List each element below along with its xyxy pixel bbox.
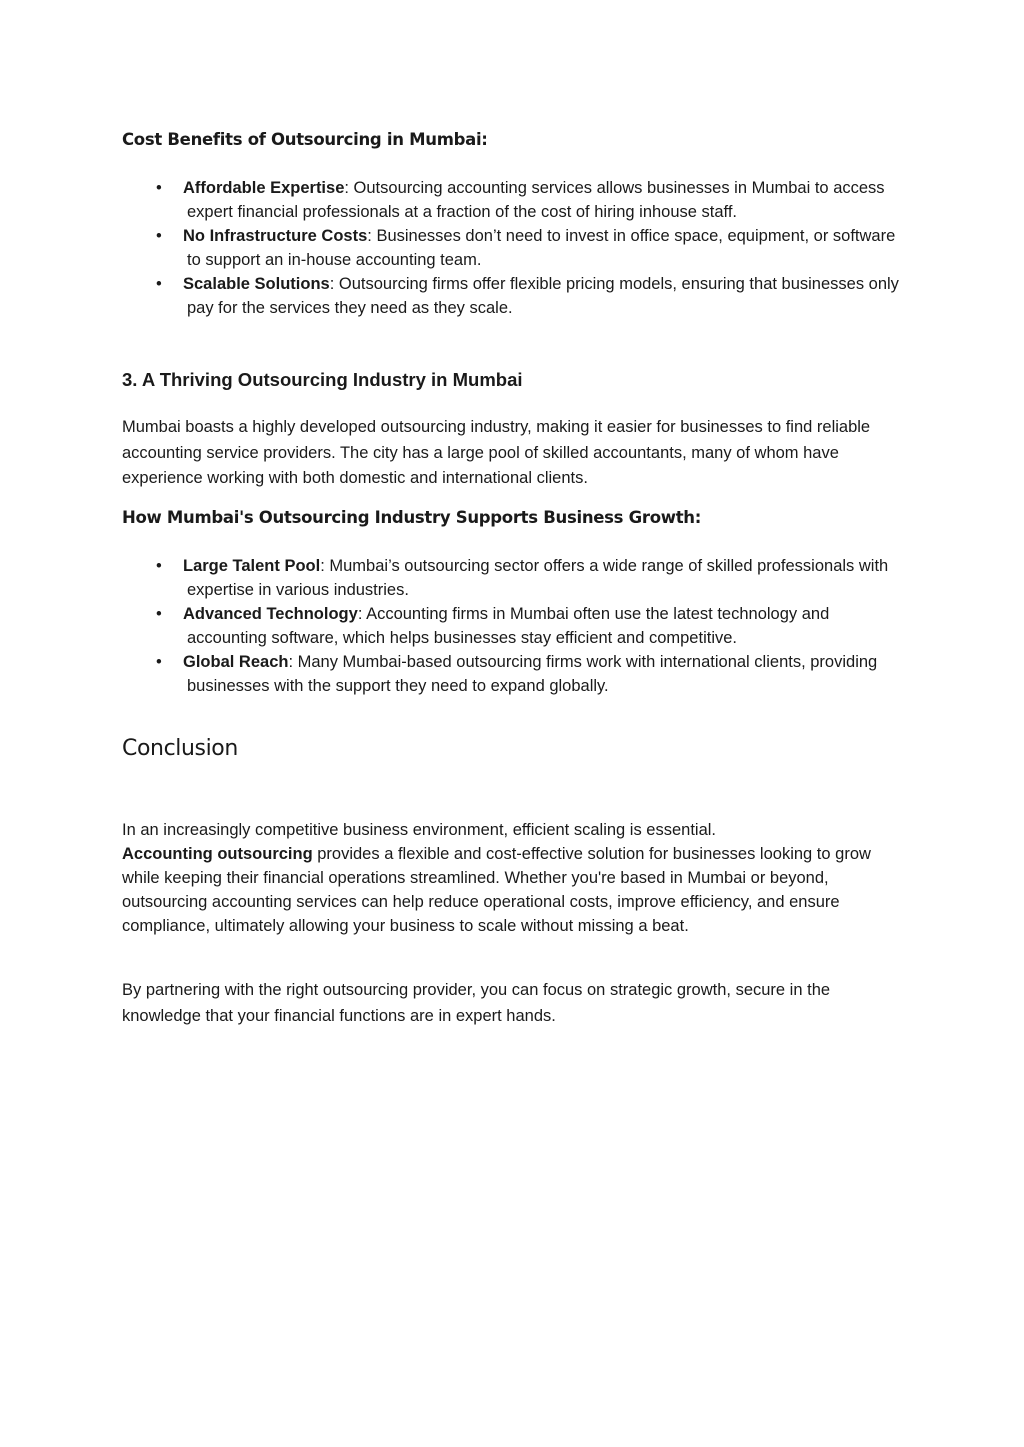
conclusion-rest: provides a flexible and cost-effective solution for businesses looking to grow while keeping their financial operations streamlined. Whether you're based in Mumbai or beyond, outsourcing accounting services can help reduce operational costs, improve efficiency, and ensure compliance, ultimately allowing your business to scale without missing a beat. bbox=[122, 845, 871, 935]
growth-heading: How Mumbai's Outsourcing Industry Supports Business Growth: bbox=[122, 508, 702, 527]
list-item bbox=[122, 554, 912, 602]
bullet-icon: • bbox=[156, 179, 162, 197]
industry-paragraph: Mumbai boasts a highly developed outsourcing industry, making it easier for businesses to find reliable accounting service providers. The city has a large pool of skilled accountants, many of whom have experience working with both domestic and international clients. bbox=[122, 418, 871, 487]
bullet-icon: • bbox=[156, 275, 162, 293]
list-item-text: : Accounting firms in Mumbai often use the latest technology and accounting software, which helps businesses stay efficient and competitive. bbox=[187, 605, 830, 647]
bullet-icon: • bbox=[156, 227, 162, 245]
list-item bbox=[122, 176, 912, 224]
list-item-text: : Outsourcing firms offer flexible pricing models, ensuring that businesses only pay for the services they need as they scale. bbox=[187, 275, 899, 317]
list-item-text: : Many Mumbai-based outsourcing firms work with international clients, providing businesses with the support they need to expand globally. bbox=[187, 653, 878, 695]
conclusion-paragraph-1 bbox=[122, 818, 912, 938]
list-item-text: : Mumbai’s outsourcing sector offers a wide range of skilled professionals with expertise in various industries. bbox=[187, 557, 889, 599]
list-item-term: Large Talent Pool bbox=[183, 557, 321, 575]
bullet-icon: • bbox=[156, 605, 162, 623]
conclusion-term: Accounting outsourcing bbox=[122, 845, 313, 863]
cost-benefits-heading: Cost Benefits of Outsourcing in Mumbai: bbox=[122, 130, 488, 149]
list-item bbox=[122, 602, 912, 650]
bullet-icon: • bbox=[156, 653, 162, 671]
list-item bbox=[122, 650, 912, 698]
cost-benefits-list bbox=[122, 176, 912, 320]
list-item-term: Advanced Technology bbox=[183, 605, 358, 623]
growth-list bbox=[122, 554, 912, 698]
list-item-text: : Businesses don’t need to invest in office space, equipment, or software to support an in-house accounting team. bbox=[187, 227, 896, 269]
list-item bbox=[122, 272, 912, 320]
conclusion-heading: Conclusion bbox=[122, 736, 238, 761]
conclusion-lead: In an increasingly competitive business environment, efficient scaling is essential. bbox=[122, 821, 716, 839]
list-item-term: Affordable Expertise bbox=[183, 179, 345, 197]
list-item-text: : Outsourcing accounting services allows businesses in Mumbai to access expert financial professionals at a fraction of the cost of hiring inhouse staff. bbox=[187, 179, 885, 221]
list-item-term: Global Reach bbox=[183, 653, 289, 671]
list-item-term: No Infrastructure Costs bbox=[183, 227, 368, 245]
conclusion-paragraph-2: By partnering with the right outsourcing provider, you can focus on strategic growth, secure in the knowledge that your financial functions are in expert hands. bbox=[122, 981, 831, 1025]
list-item bbox=[122, 224, 912, 272]
bullet-icon: • bbox=[156, 557, 162, 575]
industry-heading: 3. A Thriving Outsourcing Industry in Mumbai bbox=[122, 369, 523, 390]
list-item-term: Scalable Solutions bbox=[183, 275, 330, 293]
